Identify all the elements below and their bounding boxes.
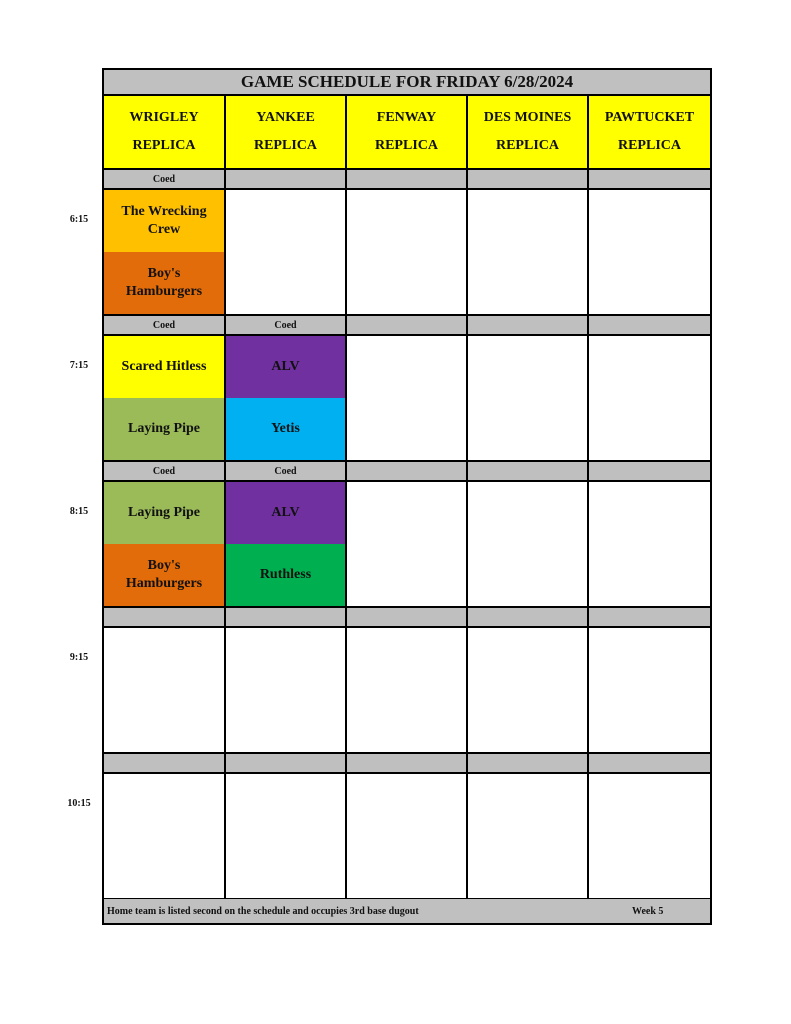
time-label: 10:15 (67, 798, 91, 809)
week-label: Week 5 (632, 905, 664, 917)
empty-cell (226, 190, 347, 314)
field-header (104, 96, 226, 168)
division-label (468, 462, 589, 480)
time-label: 7:15 (69, 360, 89, 371)
division-label (589, 754, 710, 772)
division-label (226, 170, 347, 188)
field-name: WRIGLEY (129, 110, 199, 125)
empty-cell (589, 336, 710, 460)
division-label: Coed (226, 316, 347, 334)
empty-cell (347, 482, 468, 606)
away-team: Scared Hitless (104, 336, 224, 398)
time-label: 8:15 (69, 506, 89, 517)
field-header (226, 96, 347, 168)
division-label (468, 754, 589, 772)
division-label (226, 608, 347, 626)
empty-cell (347, 190, 468, 314)
division-label: Coed (104, 462, 226, 480)
field-name: PAWTUCKET (604, 110, 695, 125)
empty-cell (347, 774, 468, 898)
division-label (347, 462, 468, 480)
division-label (347, 608, 468, 626)
empty-cell (468, 190, 589, 314)
division-label (589, 608, 710, 626)
division-label (226, 754, 347, 772)
field-header (589, 96, 710, 168)
division-row (104, 170, 710, 190)
division-label (347, 754, 468, 772)
division-label (589, 462, 710, 480)
empty-cell (347, 336, 468, 460)
game-cell (104, 336, 226, 460)
division-label (468, 170, 589, 188)
time-label: 6:15 (69, 214, 89, 225)
division-label (347, 316, 468, 334)
home-team: Laying Pipe (104, 398, 224, 460)
empty-cell (226, 628, 347, 752)
division-row (104, 316, 710, 336)
field-subtitle: REPLICA (132, 138, 196, 153)
empty-cell (468, 336, 589, 460)
empty-cell (104, 628, 226, 752)
away-team: The Wrecking Crew (104, 190, 224, 252)
home-team: Boy's Hamburgers (104, 252, 224, 314)
game-slot-row (104, 774, 710, 900)
game-slot-row (104, 336, 710, 462)
division-label: Coed (226, 462, 347, 480)
away-team: ALV (226, 336, 345, 398)
footer (104, 899, 710, 923)
division-label (104, 608, 226, 626)
field-name: FENWAY (376, 110, 437, 125)
game-slot-row (104, 190, 710, 316)
field-subtitle: REPLICA (617, 138, 681, 153)
schedule-title: GAME SCHEDULE FOR FRIDAY 6/28/2024 (104, 70, 710, 96)
game-slot-row (104, 628, 710, 754)
division-row (104, 608, 710, 628)
empty-cell (589, 482, 710, 606)
empty-cell (468, 482, 589, 606)
away-team: Laying Pipe (104, 482, 224, 544)
division-label (589, 170, 710, 188)
field-subtitle: REPLICA (374, 138, 438, 153)
field-name: DES MOINES (483, 110, 572, 125)
division-label (468, 316, 589, 334)
field-header (347, 96, 468, 168)
time-label: 9:15 (69, 652, 89, 663)
game-slot-row (104, 482, 710, 608)
division-label (347, 170, 468, 188)
field-name: YANKEE (256, 110, 315, 125)
empty-cell (226, 774, 347, 898)
division-row (104, 754, 710, 774)
field-header-row (104, 96, 710, 170)
home-team: Boy's Hamburgers (104, 544, 224, 606)
field-header (468, 96, 589, 168)
division-label: Coed (104, 316, 226, 334)
game-cell (104, 482, 226, 606)
division-label (104, 754, 226, 772)
game-cell (226, 336, 347, 460)
empty-cell (589, 628, 710, 752)
division-label (589, 316, 710, 334)
empty-cell (347, 628, 468, 752)
division-row (104, 462, 710, 482)
home-team-note: Home team is listed second on the schedule and occupies 3rd base dugout (107, 905, 419, 917)
division-label: Coed (104, 170, 226, 188)
empty-cell (589, 190, 710, 314)
empty-cell (468, 628, 589, 752)
game-cell (226, 482, 347, 606)
schedule-sheet (102, 68, 712, 925)
home-team: Ruthless (226, 544, 345, 606)
game-cell (104, 190, 226, 314)
empty-cell (104, 774, 226, 898)
field-subtitle: REPLICA (495, 138, 559, 153)
empty-cell (589, 774, 710, 898)
away-team: ALV (226, 482, 345, 544)
field-subtitle: REPLICA (253, 138, 317, 153)
division-label (468, 608, 589, 626)
home-team: Yetis (226, 398, 345, 460)
empty-cell (468, 774, 589, 898)
